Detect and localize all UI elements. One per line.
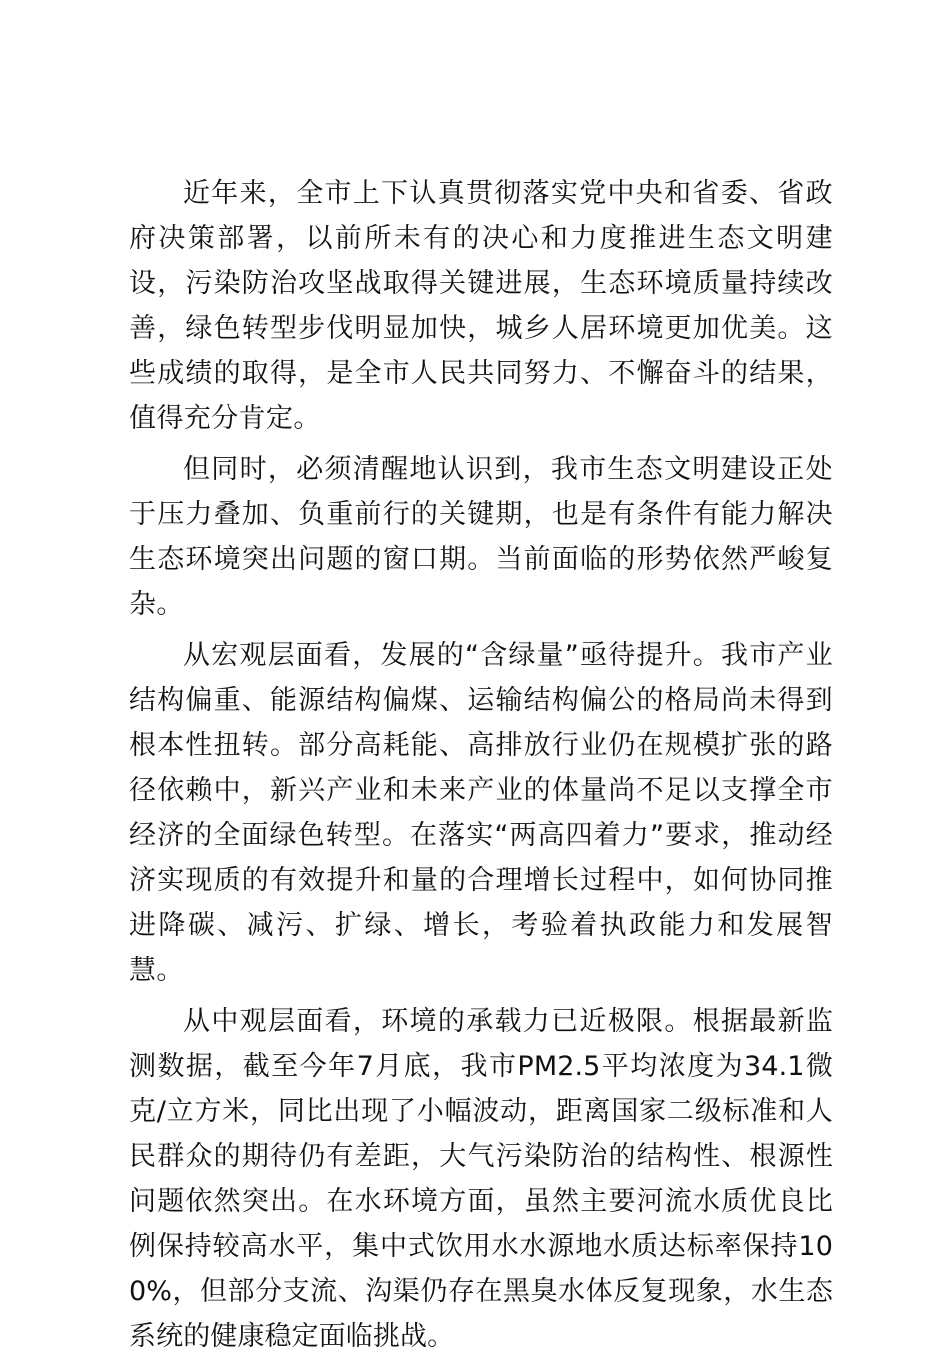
paragraph-macro-level: 从宏观层面看，发展的“含绿量”亟待提升。我市产业结构偏重、能源结构偏煤、运输结构偏公的格局尚未得到根本性扭转。部分高耗能、高排放行业仍在规模扩张的路径依赖中，新兴产业和未来产业的体量尚不足以支撑全市经济的全面绿色转型。在落实“两高四着力”要求，推动经济实现质的有效提升和量的合理增长过程中，如何协同推进降碳、减污、扩绿、增长，考验着执政能力和发展智慧。 xyxy=(129,640,833,986)
paragraph-meso-level: 从中观层面看，环境的承载力已近极限。根据最新监测数据，截至今年7月底，我市PM2.5平均浓度为34.1微克/立方米，同比出现了小幅波动，距离国家二级标准和人民群众的期待仍有差距，大气污染防治的结构性、根源性问题依然突出。在水环境方面，虽然主要河流水质优良比例保持较高水平，集中式饮用水水源地水质达标率保持100%，但部分支流、沟渠仍存在黑臭水体反复现象，水生态系统的健康稳定面临挑战。 xyxy=(129,1006,833,1352)
document-body xyxy=(129,171,833,1365)
paragraph-achievements: 近年来，全市上下认真贯彻落实党中央和省委、省政府决策部署，以前所未有的决心和力度推进生态文明建设，污染防治攻坚战取得关键进展，生态环境质量持续改善，绿色转型步伐明显加快，城乡人居环境更加优美。这些成绩的取得，是全市人民共同努力、不懈奋斗的结果，值得充分肯定。 xyxy=(129,178,833,434)
paragraph-situation: 但同时，必须清醒地认识到，我市生态文明建设正处于压力叠加、负重前行的关键期，也是有条件有能力解决生态环境突出问题的窗口期。当前面临的形势依然严峻复杂。 xyxy=(129,454,833,620)
